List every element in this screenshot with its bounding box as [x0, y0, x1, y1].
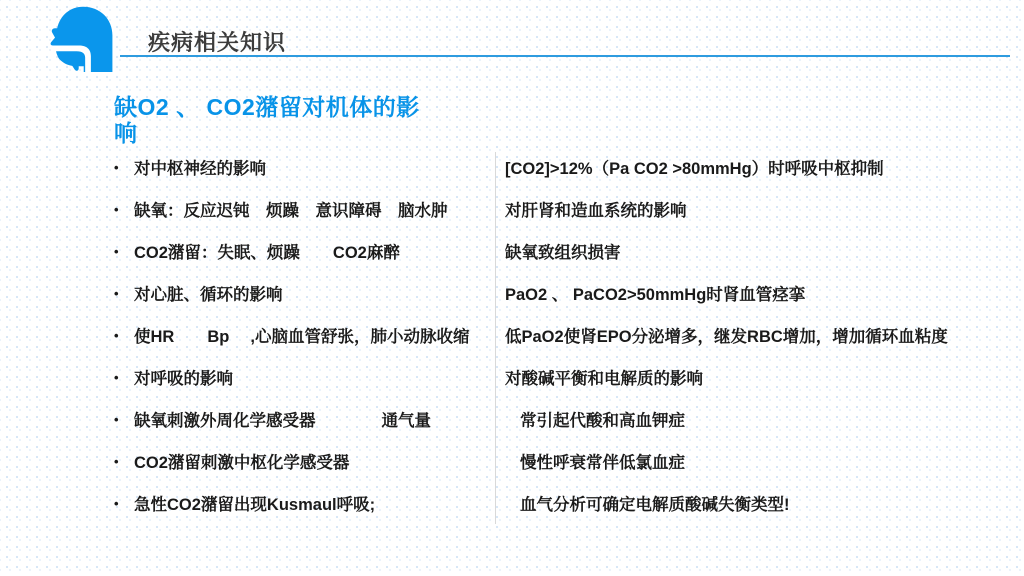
bullet-icon: •: [114, 201, 119, 217]
list-item: [114, 230, 492, 272]
list-item-text: CO2潴留刺激中枢化学感受器: [134, 454, 350, 472]
list-item-text: 缺氧刺激外周化学感受器 通气量: [134, 412, 431, 430]
list-item-text: [CO2]>12%（Pa CO2 >80mmHg）时呼吸中枢抑制: [505, 160, 884, 178]
bullet-icon: •: [114, 285, 119, 301]
list-item-text: 缺氧：反应迟钝 烦躁 意识障碍 脑水肿: [134, 202, 448, 220]
list-item-text: 缺氧致组织损害: [505, 244, 621, 262]
list-item: [114, 482, 492, 524]
list-item-text: 使HR Bp ,心脑血管舒张，肺小动脉收缩: [134, 328, 470, 346]
list-item-text: 慢性呼衰常伴低氯血症: [520, 454, 685, 472]
list-item: [505, 356, 1017, 398]
list-item-text: PaO2 、 PaCO2>50mmHg时肾血管痉挛: [505, 286, 806, 304]
list-item: [505, 440, 1017, 482]
list-item: [114, 146, 492, 188]
list-item: [114, 314, 492, 356]
bullet-icon: •: [114, 327, 119, 343]
list-item: [114, 272, 492, 314]
list-item: [505, 398, 1017, 440]
text-list-right: [505, 146, 1017, 524]
list-item-text: 对中枢神经的影响: [134, 160, 266, 178]
column-divider: [495, 152, 496, 524]
header-title: 疾病相关知识: [148, 30, 287, 55]
head-throat-icon: [47, 6, 119, 72]
list-item: [114, 188, 492, 230]
list-item: [114, 440, 492, 482]
list-item-text: 对心脏、循环的影响: [134, 286, 283, 304]
list-item-text: 低PaO2使肾EPO分泌增多，继发RBC增加，增加循环血粘度: [505, 328, 948, 346]
list-item: [505, 188, 1017, 230]
bullet-icon: •: [114, 369, 119, 385]
bullet-icon: •: [114, 453, 119, 469]
bullet-icon: •: [114, 159, 119, 175]
bullet-list-left: [114, 146, 492, 524]
list-item-text: 急性CO2潴留出现Kusmaul呼吸;: [134, 496, 376, 514]
list-item: [114, 398, 492, 440]
list-item: [505, 272, 1017, 314]
slide-title: [114, 94, 504, 146]
list-item: [505, 230, 1017, 272]
list-item-text: 常引起代酸和高血钾症: [520, 412, 685, 430]
list-item-text: 对肝肾和造血系统的影响: [505, 202, 687, 220]
list-item: [505, 146, 1017, 188]
slide-title-line1: 缺O2 、 CO2潴留对机体的影: [114, 94, 420, 120]
list-item: [505, 482, 1017, 524]
bullet-icon: •: [114, 243, 119, 259]
list-item: [505, 314, 1017, 356]
bullet-icon: •: [114, 495, 119, 511]
list-item-text: 血气分析可确定电解质酸碱失衡类型!: [520, 496, 790, 514]
header-underline: [120, 55, 1010, 57]
list-item-text: 对酸碱平衡和电解质的影响: [505, 370, 703, 388]
bullet-icon: •: [114, 411, 119, 427]
list-item-text: 对呼吸的影响: [134, 370, 233, 388]
list-item: [114, 356, 492, 398]
list-item-text: CO2潴留：失眠、烦躁 CO2麻醉: [134, 244, 400, 262]
slide-title-line2: 响: [114, 120, 138, 146]
